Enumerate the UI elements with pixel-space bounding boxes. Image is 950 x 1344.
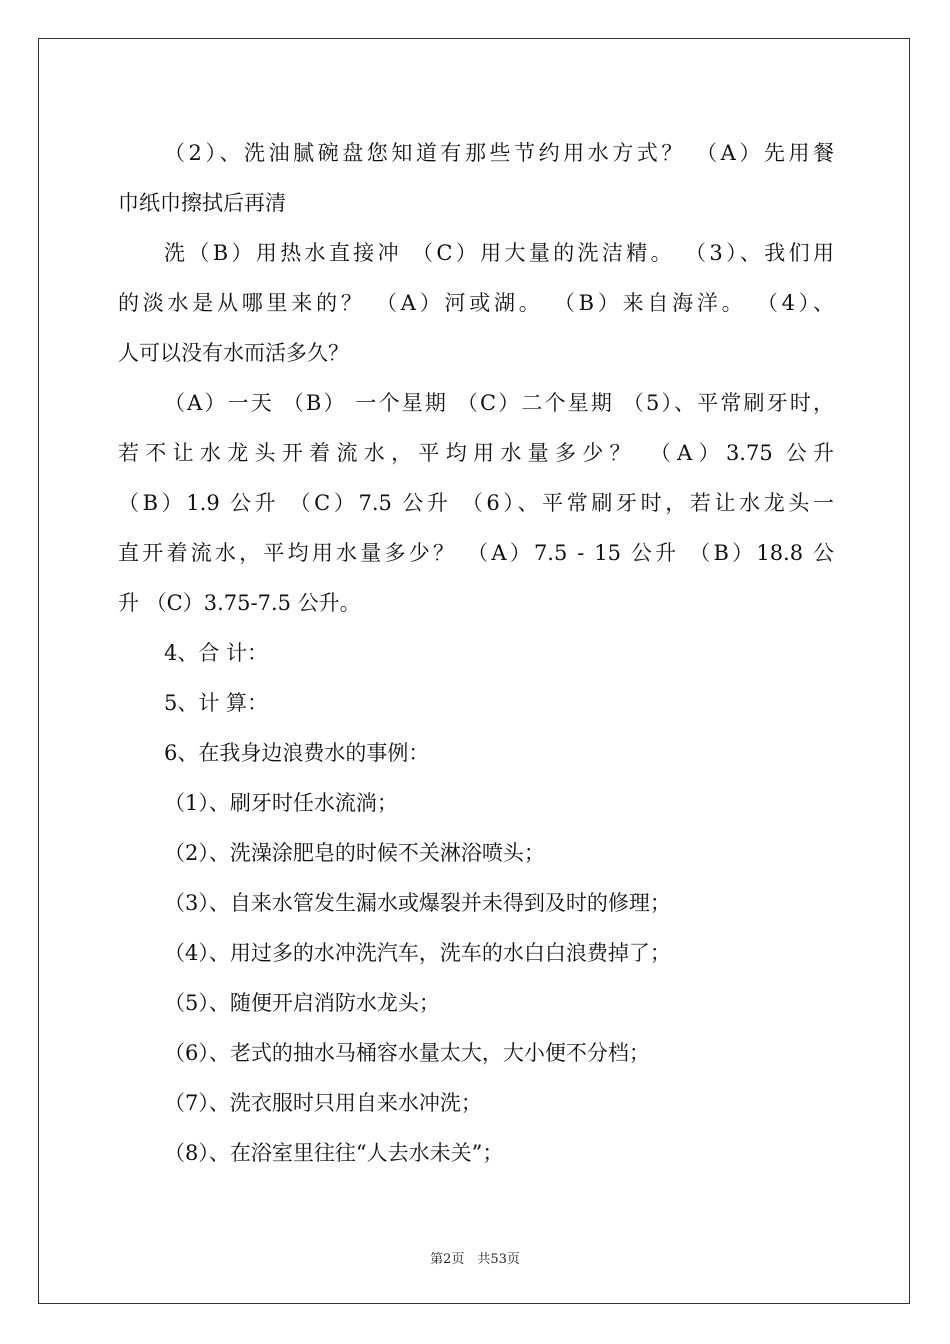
- text-line: 直开着流水，平均用水量多少？ （A）7.5 - 15 公升 （B）18.8 公: [118, 541, 834, 565]
- text-line: （7）、洗衣服时只用自来水冲洗；: [164, 1091, 482, 1115]
- document-body: [118, 128, 834, 1178]
- text-line: （A）一天 （B） 一个星期 （C）二个星期 （5）、平常刷牙时，: [164, 391, 834, 415]
- text-line: 的淡水是从哪里来的？ （A）河或湖。 （B）来自海洋。 （4）、: [118, 291, 834, 315]
- text-line: （4）、用过多的水冲洗汽车，洗车的水白白浪费掉了；: [164, 941, 671, 965]
- text-line: 洗（B）用热水直接冲 （C）用大量的洗洁精。 （3）、我们用: [164, 241, 834, 265]
- text-line: 4、合 计：: [164, 641, 269, 665]
- page-footer: 第2页 共53页: [430, 1252, 520, 1267]
- text-line: （6）、老式的抽水马桶容水量太大，大小便不分档；: [164, 1041, 650, 1065]
- text-line: 升 （C）3.75-7.5 公升。: [118, 591, 361, 615]
- text-line: 若不让水龙头开着流水，平均用水量多少？ （A）3.75 公升: [118, 441, 834, 465]
- text-line: （8）、在浴室里往往“人去水未关”；: [164, 1141, 504, 1165]
- text-line: 巾纸巾擦拭后再清: [118, 191, 286, 215]
- text-line: （2）、洗油腻碗盘您知道有那些节约用水方式？ （A）先用餐: [164, 141, 834, 165]
- text-line: （3）、自来水管发生漏水或爆裂并未得到及时的修理；: [164, 891, 671, 915]
- text-line: 5、计 算：: [164, 691, 269, 715]
- text-line: 人可以没有水而活多久？: [118, 341, 349, 365]
- text-line: （1）、刷牙时任水流淌；: [164, 791, 398, 815]
- text-line: （5）、随便开启消防水龙头；: [164, 991, 440, 1015]
- text-line: （B）1.9 公升 （C）7.5 公升 （6）、平常刷牙时，若让水龙头一: [118, 491, 834, 515]
- text-line: 6、在我身边浪费水的事例：: [164, 741, 430, 765]
- text-line: （2）、洗澡涂肥皂的时候不关淋浴喷头；: [164, 841, 545, 865]
